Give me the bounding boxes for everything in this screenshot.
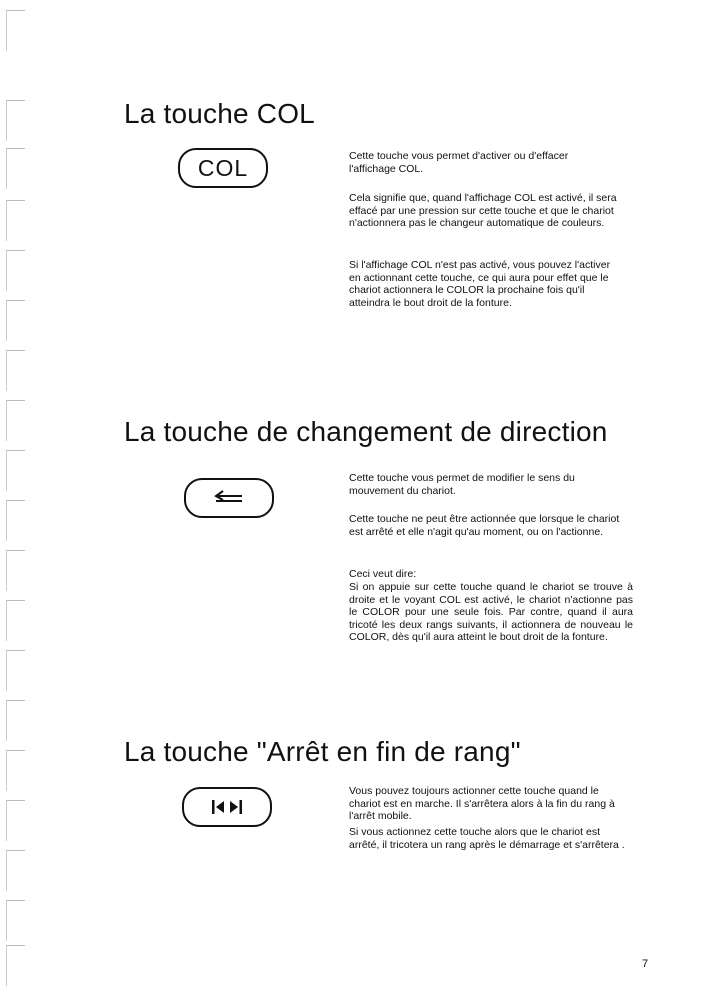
paragraph: Si on appuie sur cette touche quand le chariot se trouve à droite et le voyant COL est activé, le chariot n'actionne pas le COLOR pour une seule fois. Par contre, quand il aura tricoté les deux rangs suivants, il actionnera de nouveau le COLOR, dès qu'il aura atteint le bout droit de la fonture. [349,581,633,644]
binder-mark [6,10,25,51]
binder-margin [0,0,28,1000]
col-key [178,148,268,188]
binder-mark [6,200,25,241]
binder-mark [6,100,25,141]
section-title-stop-end-of-row: La touche "Arrêt en fin de rang" [124,736,521,767]
paragraph: Vous pouvez toujours actionner cette touche quand le chariot est en marche. Il s'arrêtera alors à la fin du rang à l'arrêt mobile. [349,785,615,823]
binder-mark [6,300,25,341]
page-number: 7 [642,958,649,970]
paragraph: Si l'affichage COL n'est pas activé, vous pouvez l'activer en actionnant cette touche, ce qui aura pour effet que le chariot actionnera le COLOR la prochaine fois qu'il atteindra le bout droit de la fonture. [349,259,611,309]
binder-mark [6,945,25,986]
binder-mark [6,750,25,791]
stop-end-of-row-icon [206,797,248,817]
binder-mark [6,350,25,391]
binder-mark [6,800,25,841]
paragraph: Ceci veut dire: [349,568,417,580]
section-title-col: La touche COL [124,98,315,129]
stop-end-of-row-key [182,787,272,827]
binder-mark [6,450,25,491]
paragraph: Cela signifie que, quand l'affichage COL est activé, il sera effacé par une pression sur cette touche et que le chariot n'actionnera pas le changeur automatique de couleurs. [349,192,617,230]
binder-mark [6,550,25,591]
binder-mark [6,148,25,189]
paragraph: Cette touche vous permet d'activer ou d'effacer l'affichage COL. [349,150,569,175]
paragraph: Cette touche ne peut être actionnée que lorsque le chariot est arrêté et elle n'agit qu'au moment, ou on l'actionne. [349,513,620,538]
return-arrow-icon [209,488,249,508]
binder-mark [6,850,25,891]
binder-mark [6,900,25,941]
paragraph: Si vous actionnez cette touche alors que le chariot est arrêté, il tricotera un rang après le démarrage et s'arrêtera . [349,826,625,851]
binder-mark [6,700,25,741]
binder-mark [6,600,25,641]
section-title-direction: La touche de changement de direction [124,416,608,447]
col-key-label: COL [197,154,249,181]
paragraph: Cette touche vous permet de modifier le sens du mouvement du chariot. [349,472,575,497]
binder-mark [6,400,25,441]
binder-mark [6,650,25,691]
direction-key [184,478,274,518]
binder-mark [6,500,25,541]
binder-mark [6,250,25,291]
